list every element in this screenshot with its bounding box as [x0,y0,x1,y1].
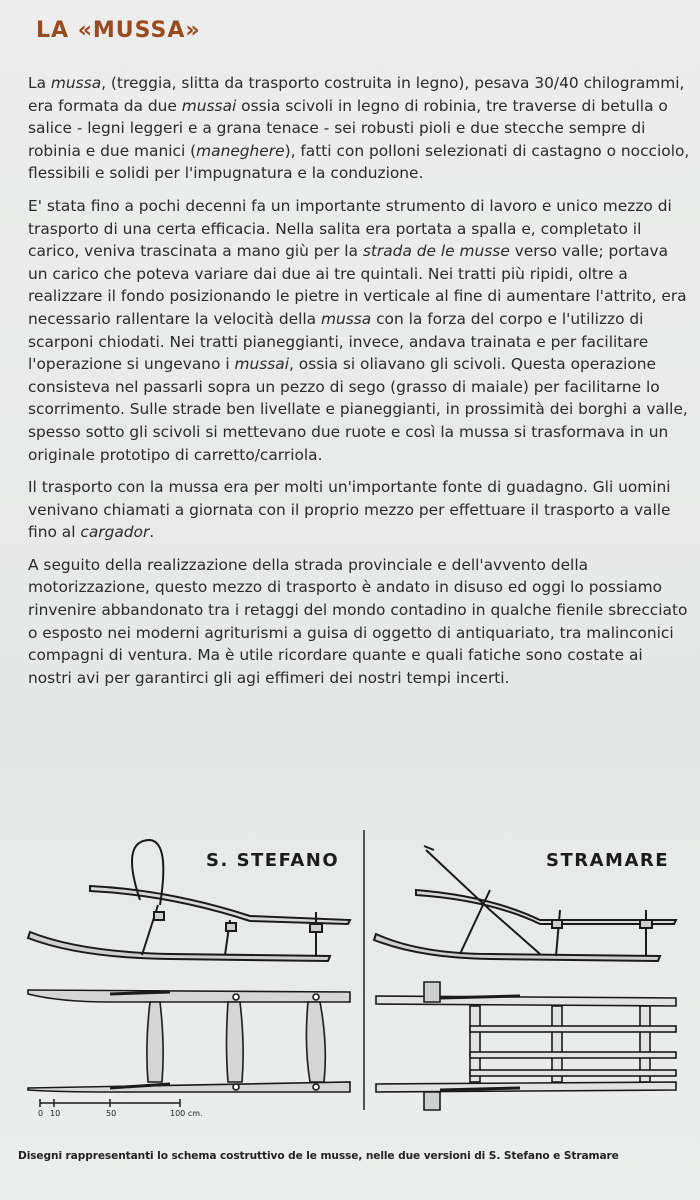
stramare-top-view [376,982,676,1110]
text-run: verso valle; portava un carico che poteva variare dai due ai tre quintali. Nei tratti più ripidi, oltre a realizzare il fondo posizionando le pietre in verticale al fine di aumentare l'attrito, era necessario rallentare la velocità della [28,242,687,328]
italic-term: mussai [234,355,290,374]
text-run: La [28,74,51,92]
italic-term: mussa [50,74,102,92]
scale-tick-50: 50 [106,1109,117,1118]
s-stefano-top-view [28,990,350,1092]
scale-bar [40,1099,180,1107]
text-run: Il trasporto con la mussa era per molti un'importante fonte di guadagno. Gli uomini venivano chiamati a giornata con il proprio mezzo per effettuare il trasporto a valle fino al [28,478,671,542]
paragraph-4 [28,554,690,690]
italic-term: mussai [181,96,237,115]
italic-term: maneghere [196,141,285,160]
text-run: A seguito della realizzazione della strada provinciale e dell'avvento della motorizzazione, questo mezzo di trasporto è andato in disuso ed oggi lo possiamo rinvenire abbandonato tra i retaggi del mondo contadino in qualche fienile sbrecciato o esposto nei moderni agriturismi a guisa di oggetto di antiquariato, tra malinconici compagni di ventura. Ma è utile ricordare quante e quali fatiche sono costate ai nostri avi per garantirci gli agi effimeri dei nostri tempi incerti. [28,555,688,687]
text-run: con la forza del corpo e l'utilizzo di scarponi chiodati. Nei tratti pianeggianti, invece, andava trainata e per facilitare l'operazione si ungevano i [28,309,649,374]
text-run: , (treggia, slitta da trasporto costruita in legno), pesava 30/40 chilogrammi, era formata da due [28,74,685,115]
scale-tick-10: 10 [50,1109,61,1118]
paragraph-3 [28,476,690,544]
scale-tick-0: 0 [38,1109,44,1118]
label-stramare: STRAMARE [546,850,670,871]
drawings-area [20,820,690,1120]
text-run: , ossia si oliavano gli scivoli. Questa operazione consisteva nel passarli sopra un pezzo di sego (grasso di maiale) per facilitarne lo scorrimento. Sulle strade ben livellate e pianeggianti, in prossimità dei borghi a valle, spesso sotto gli scivoli si mettevano due ruote e così la mussa si trasformava in un originale prototipo di carretto/carriola. [28,355,688,464]
italic-term: strada de le musse [362,242,510,261]
text-run: ossia scivoli in legno di robinia, tre traverse di betulla o salice - legni leggeri e a grana tenace - sei robusti pioli e due stecche sempre di robinia e due manici ( [28,96,668,160]
text-run: E' stata fino a pochi decenni fa un importante strumento di lavoro e unico mezzo di trasporto di una certa efficacia. Nella salita era portata a spalla e, completato il carico, veniva trascinata a mano giù per la [28,196,672,261]
paragraph-1 [28,72,690,185]
drawings-caption: Disegni rappresentanti lo schema costruttivo de le musse, nelle due versioni di S. Stefano e Stramare [18,1150,619,1162]
text-run: ), fatti con polloni selezionati di castagno o nocciolo, flessibili e solidi per l'impugnatura e la conduzione. [28,141,690,183]
label-s-stefano: S. STEFANO [206,850,340,871]
scale-tick-100: 100 cm. [170,1109,203,1118]
italic-term: mussa [320,309,372,328]
page-title: LA «MUSSA» [36,18,201,43]
text-run: . [149,523,155,542]
body-text [28,72,690,699]
italic-term: cargador [80,523,150,542]
paragraph-2 [28,195,690,466]
